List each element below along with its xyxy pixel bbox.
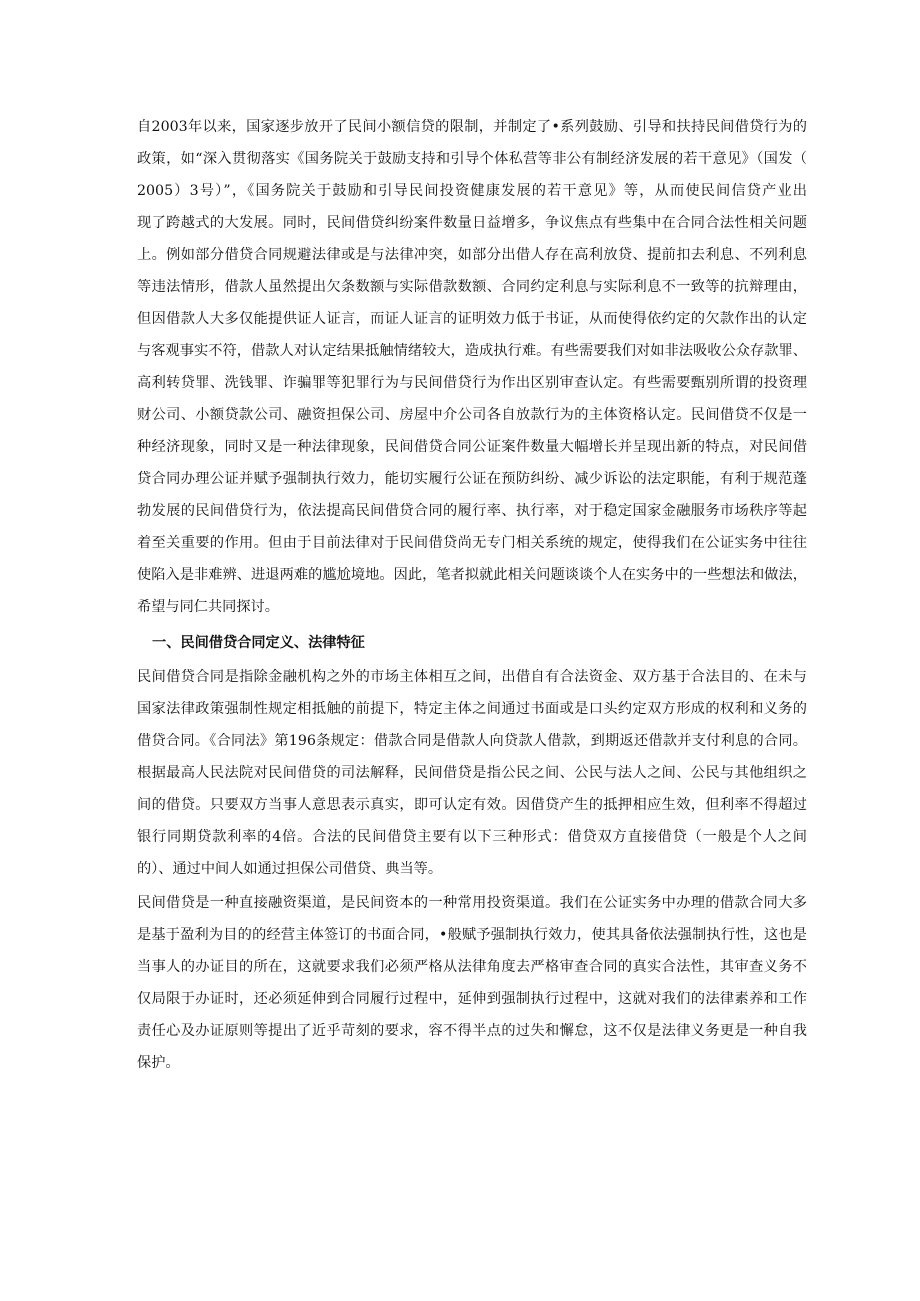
text-line: 高利转贷罪、洗钱罪、诈骗罪等犯罪行为与民间借贷行为作出区别审查认定。有些需要甄别所谓的投资理	[137, 375, 807, 391]
text-line: 勃发展的民间借贷行为，依法提高民间借贷合同的履行率、执行率，对于稳定国家金融服务市场秩序等起	[137, 503, 807, 519]
section-heading: 一、民间借贷合同定义、法律特征	[152, 635, 365, 651]
text-line: 是基于盈利为目的的经营主体签订的书面合同，•般赋予强制执行效力，使其具备依法强制执行性，这也是	[137, 927, 807, 943]
text-line: 自2003年以来，国家逐步放开了民间小额信贷的限制，并制定了•系列鼓励、引导和扶持民间借贷行为的	[137, 119, 807, 135]
text-line: 国家法律政策强制性规定相抵触的前提下，特定主体之间通过书面或是口头约定双方形成的权利和义务的	[137, 701, 807, 717]
text-line: 现了跨越式的大发展。同时，民间借贷纠纷案件数量日益增多，争议焦点有些集中在合同合法性相关问题	[137, 215, 807, 231]
text-line: 间的借贷。只要双方当事人意思表示真实，即可认定有效。因借贷产生的抵押相应生效，但利率不得超过	[137, 797, 807, 813]
text-line: 根据最高人民法院对民间借贷的司法解释，民间借贷是指公民之间、公民与法人之间、公民与其他组织之	[137, 765, 807, 781]
text-line: 使陷入是非难辨、进退两难的尴尬境地。因此，笔者拟就此相关问题谈谈个人在实务中的一些想法和做法，	[137, 567, 807, 583]
text-line: 仅局限于办证时，还必须延伸到合同履行过程中，延伸到强制执行过程中，这就对我们的法律素养和工作	[137, 991, 807, 1007]
text-line: 希望与同仁共同探讨。	[137, 599, 279, 615]
text-line: 财公司、小额贷款公司、融资担保公司、房屋中介公司各自放款行为的主体资格认定。民间借贷不仅是一	[137, 407, 807, 423]
text-line: 保护。	[137, 1055, 180, 1071]
text-line: 等违法情形，借款人虽然提出欠条数额与实际借款数额、合同约定利息与实际利息不一致等的抗辩理由，	[137, 279, 807, 295]
text-line: 但因借款人大多仅能提供证人证言，而证人证言的证明效力低于书证，从而使得依约定的欠款作出的认定	[137, 311, 807, 327]
text-line: 借贷合同。《合同法》第196条规定：借款合同是借款人向贷款人借款，到期返还借款并支付利息的合同。	[137, 733, 807, 749]
text-line: 民间借贷是一种直接融资渠道，是民间资本的一种常用投资渠道。我们在公证实务中办理的借款合同大多	[137, 895, 807, 911]
text-line: 银行同期贷款利率的4倍。合法的民间借贷主要有以下三种形式：借贷双方直接借贷（一般是个人之间	[137, 829, 807, 845]
text-line: 2005）3号）”，《国务院关于鼓励和引导民间投资健康发展的若干意见》等，从而使民间信贷产业出	[137, 183, 807, 199]
text-line: 贷合同办理公证并赋予强制执行效力，能切实履行公证在预防纠纷、减少诉讼的法定职能，有利于规范蓬	[137, 471, 807, 487]
text-line: 与客观事实不符，借款人对认定结果抵触情绪较大，造成执行难。有些需要我们对如非法吸收公众存款罪、	[137, 343, 807, 359]
text-line: 的）、通过中间人如通过担保公司借贷、典当等。	[137, 861, 443, 877]
text-line: 政策，如“深入贯彻落实《国务院关于鼓励支持和引导个体私营等非公有制经济发展的若干意见》（国发（	[137, 151, 807, 167]
text-line: 种经济现象，同时又是一种法律现象，民间借贷合同公证案件数量大幅增长并呈现出新的特点，对民间借	[137, 439, 807, 455]
text-line: 当事人的办证目的所在，这就要求我们必须严格从法律角度去严格审查合同的真实合法性，其审查义务不	[137, 959, 807, 975]
text-line: 着至关重要的作用。但由于目前法律对于民间借贷尚无专门相关系统的规定，使得我们在公证实务中往往	[137, 535, 807, 551]
text-line: 上。例如部分借贷合同规避法律或是与法律冲突，如部分出借人存在高利放贷、提前扣去利息、不列利息	[137, 247, 807, 263]
text-line: 责任心及办证原则等提出了近乎苛刻的要求，容不得半点的过失和懈怠，这不仅是法律义务更是一种自我	[137, 1023, 807, 1039]
text-line: 民间借贷合同是指除金融机构之外的市场主体相互之间，出借自有合法资金、双方基于合法目的、在未与	[137, 669, 807, 685]
